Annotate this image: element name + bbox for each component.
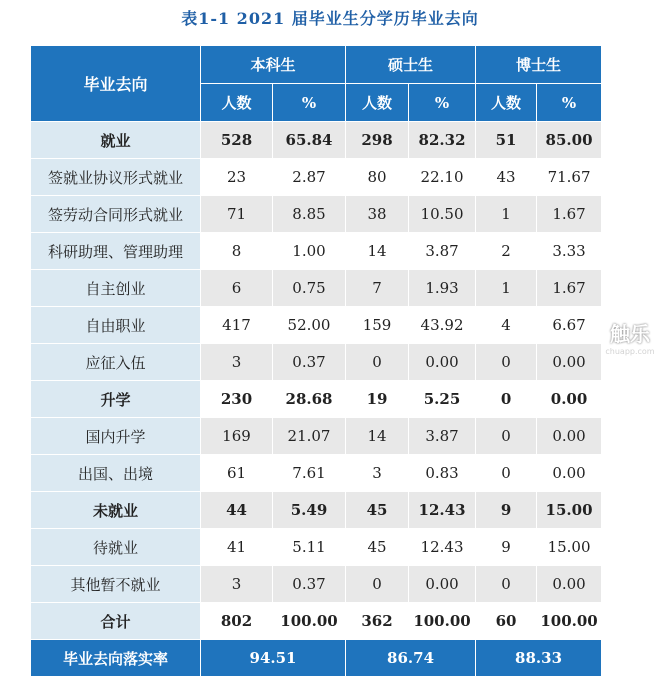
graduate-destination-table bbox=[30, 45, 602, 677]
cell-percent: 0.00 bbox=[537, 381, 602, 418]
cell-count: 298 bbox=[346, 122, 409, 159]
cell-count: 230 bbox=[201, 381, 273, 418]
cell-count: 38 bbox=[346, 196, 409, 233]
header-sub-count: 人数 bbox=[346, 84, 409, 122]
cell-count: 0 bbox=[476, 344, 537, 381]
cell-count: 14 bbox=[346, 418, 409, 455]
header-group-undergrad: 本科生 bbox=[201, 46, 346, 84]
cell-count: 417 bbox=[201, 307, 273, 344]
header-sub-count: 人数 bbox=[201, 84, 273, 122]
header-destination: 毕业去向 bbox=[31, 46, 201, 122]
cell-count: 23 bbox=[201, 159, 273, 196]
header-group-master: 硕士生 bbox=[346, 46, 476, 84]
cell-percent: 0.00 bbox=[537, 566, 602, 603]
row-label: 升学 bbox=[31, 381, 201, 418]
cell-percent: 1.93 bbox=[409, 270, 476, 307]
cell-percent: 6.67 bbox=[537, 307, 602, 344]
cell-count: 8 bbox=[201, 233, 273, 270]
cell-percent: 100.00 bbox=[537, 603, 602, 640]
cell-count: 60 bbox=[476, 603, 537, 640]
table-row bbox=[31, 307, 602, 344]
row-label: 自主创业 bbox=[31, 270, 201, 307]
table-row bbox=[31, 566, 602, 603]
footer-rate-master: 86.74 bbox=[346, 640, 476, 677]
header-sub-count: 人数 bbox=[476, 84, 537, 122]
cell-count: 1 bbox=[476, 196, 537, 233]
cell-count: 3 bbox=[201, 566, 273, 603]
cell-count: 802 bbox=[201, 603, 273, 640]
table-row bbox=[31, 196, 602, 233]
row-label: 科研助理、管理助理 bbox=[31, 233, 201, 270]
cell-count: 80 bbox=[346, 159, 409, 196]
cell-percent: 10.50 bbox=[409, 196, 476, 233]
cell-count: 9 bbox=[476, 492, 537, 529]
cell-count: 0 bbox=[346, 566, 409, 603]
row-label: 国内升学 bbox=[31, 418, 201, 455]
row-label: 合计 bbox=[31, 603, 201, 640]
table-row bbox=[31, 529, 602, 566]
cell-percent: 100.00 bbox=[409, 603, 476, 640]
row-label: 签劳动合同形式就业 bbox=[31, 196, 201, 233]
cell-percent: 15.00 bbox=[537, 529, 602, 566]
footer-rate-doctor: 88.33 bbox=[476, 640, 602, 677]
cell-count: 3 bbox=[346, 455, 409, 492]
row-label: 出国、出境 bbox=[31, 455, 201, 492]
cell-percent: 8.85 bbox=[273, 196, 346, 233]
cell-percent: 0.00 bbox=[537, 418, 602, 455]
table-row bbox=[31, 159, 602, 196]
table-header bbox=[31, 46, 602, 122]
cell-count: 362 bbox=[346, 603, 409, 640]
watermark-url: chuapp.com bbox=[605, 347, 655, 356]
cell-percent: 3.33 bbox=[537, 233, 602, 270]
cell-percent: 0.75 bbox=[273, 270, 346, 307]
cell-percent: 3.87 bbox=[409, 418, 476, 455]
cell-percent: 85.00 bbox=[537, 122, 602, 159]
cell-percent: 2.87 bbox=[273, 159, 346, 196]
row-label: 未就业 bbox=[31, 492, 201, 529]
cell-percent: 5.49 bbox=[273, 492, 346, 529]
cell-percent: 0.00 bbox=[409, 344, 476, 381]
cell-count: 0 bbox=[476, 455, 537, 492]
cell-count: 45 bbox=[346, 529, 409, 566]
table-title: 表1-1 2021 届毕业生分学历毕业去向 bbox=[181, 9, 479, 28]
table-row bbox=[31, 492, 602, 529]
cell-count: 2 bbox=[476, 233, 537, 270]
cell-percent: 12.43 bbox=[409, 492, 476, 529]
cell-percent: 21.07 bbox=[273, 418, 346, 455]
row-label: 待就业 bbox=[31, 529, 201, 566]
cell-percent: 0.37 bbox=[273, 344, 346, 381]
cell-percent: 28.68 bbox=[273, 381, 346, 418]
cell-percent: 7.61 bbox=[273, 455, 346, 492]
table-row bbox=[31, 122, 602, 159]
table-row bbox=[31, 603, 602, 640]
table-row bbox=[31, 418, 602, 455]
header-sub-percent: % bbox=[409, 84, 476, 122]
table-body bbox=[31, 122, 602, 640]
header-sub-percent: % bbox=[273, 84, 346, 122]
cell-percent: 0.37 bbox=[273, 566, 346, 603]
watermark-text: 触乐 bbox=[610, 322, 650, 346]
header-sub-percent: % bbox=[537, 84, 602, 122]
cell-count: 4 bbox=[476, 307, 537, 344]
cell-count: 1 bbox=[476, 270, 537, 307]
cell-count: 6 bbox=[201, 270, 273, 307]
cell-percent: 0.83 bbox=[409, 455, 476, 492]
header-group-doctor: 博士生 bbox=[476, 46, 602, 84]
cell-count: 528 bbox=[201, 122, 273, 159]
row-label: 就业 bbox=[31, 122, 201, 159]
row-label: 自由职业 bbox=[31, 307, 201, 344]
table-row bbox=[31, 344, 602, 381]
cell-percent: 1.00 bbox=[273, 233, 346, 270]
cell-percent: 71.67 bbox=[537, 159, 602, 196]
cell-count: 0 bbox=[476, 381, 537, 418]
cell-count: 169 bbox=[201, 418, 273, 455]
cell-percent: 65.84 bbox=[273, 122, 346, 159]
cell-percent: 0.00 bbox=[409, 566, 476, 603]
cell-percent: 100.00 bbox=[273, 603, 346, 640]
cell-count: 14 bbox=[346, 233, 409, 270]
cell-count: 7 bbox=[346, 270, 409, 307]
watermark-logo bbox=[600, 318, 660, 356]
cell-percent: 5.25 bbox=[409, 381, 476, 418]
cell-count: 0 bbox=[476, 566, 537, 603]
table-row bbox=[31, 455, 602, 492]
cell-percent: 1.67 bbox=[537, 270, 602, 307]
row-label: 签就业协议形式就业 bbox=[31, 159, 201, 196]
cell-count: 0 bbox=[346, 344, 409, 381]
cell-percent: 1.67 bbox=[537, 196, 602, 233]
row-label: 应征入伍 bbox=[31, 344, 201, 381]
footer-rate-undergrad: 94.51 bbox=[201, 640, 346, 677]
cell-percent: 0.00 bbox=[537, 455, 602, 492]
cell-count: 51 bbox=[476, 122, 537, 159]
cell-percent: 43.92 bbox=[409, 307, 476, 344]
cell-count: 71 bbox=[201, 196, 273, 233]
cell-count: 45 bbox=[346, 492, 409, 529]
cell-percent: 52.00 bbox=[273, 307, 346, 344]
cell-percent: 15.00 bbox=[537, 492, 602, 529]
cell-count: 19 bbox=[346, 381, 409, 418]
cell-percent: 12.43 bbox=[409, 529, 476, 566]
cell-count: 41 bbox=[201, 529, 273, 566]
cell-count: 0 bbox=[476, 418, 537, 455]
cell-count: 159 bbox=[346, 307, 409, 344]
cell-count: 43 bbox=[476, 159, 537, 196]
table-row bbox=[31, 233, 602, 270]
cell-percent: 3.87 bbox=[409, 233, 476, 270]
cell-count: 3 bbox=[201, 344, 273, 381]
cell-count: 44 bbox=[201, 492, 273, 529]
table-footer bbox=[31, 640, 602, 677]
cell-percent: 82.32 bbox=[409, 122, 476, 159]
row-label: 其他暂不就业 bbox=[31, 566, 201, 603]
cell-percent: 22.10 bbox=[409, 159, 476, 196]
table-row bbox=[31, 381, 602, 418]
table-row bbox=[31, 270, 602, 307]
cell-count: 9 bbox=[476, 529, 537, 566]
cell-count: 61 bbox=[201, 455, 273, 492]
footer-label: 毕业去向落实率 bbox=[31, 640, 201, 677]
cell-percent: 0.00 bbox=[537, 344, 602, 381]
cell-percent: 5.11 bbox=[273, 529, 346, 566]
